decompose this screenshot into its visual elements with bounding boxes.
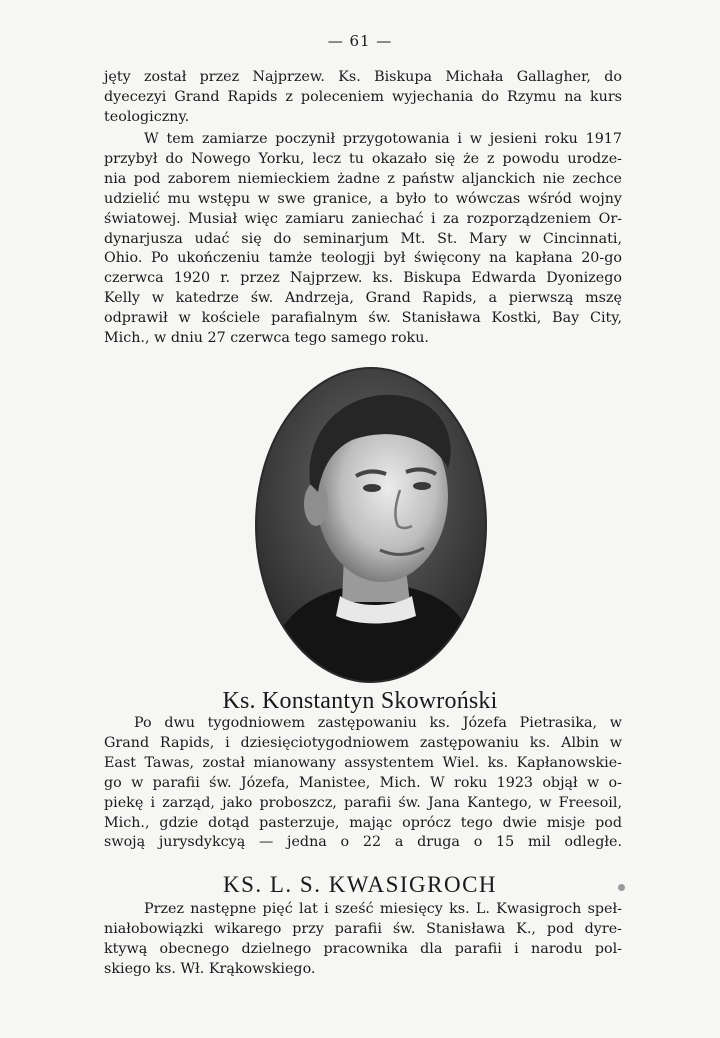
text-line: swoją jurysdykcyą — jedna o 22 a druga o 15 mil odległe. [104, 834, 622, 851]
section-heading-skowronski: Ks. Konstantyn Skowroński [222, 688, 498, 714]
text-line: czerwca 1920 r. przez Najprzew. ks. Biskupa Edwarda Dyonizego [104, 270, 622, 287]
text-line: odprawił w kościele parafialnym św. Stanisława Kostki, Bay City, [104, 310, 622, 327]
text-line: skiego ks. Wł. Krąkowskiego. [104, 960, 316, 977]
paragraph-skowronski [104, 714, 622, 853]
text-line: światowej. Musiał więc zamiaru zaniechać i za rozporządzeniem Or- [104, 210, 622, 227]
text-line: niałobowiązki wikarego przy parafii św. Stanisława K., pod dyre- [104, 920, 622, 937]
portrait-photo [252, 364, 490, 686]
text-line: Po dwu tygodniowem zastępowaniu ks. Józefa Pietrasika, w [134, 715, 622, 731]
page-number: — 61 — [327, 32, 393, 50]
text-line: teologiczny. [104, 108, 190, 125]
paragraph-studies [104, 130, 622, 349]
paragraph-4 [104, 900, 622, 980]
text-line: Przez następne pięć lat i sześć miesięcy ks. L. Kwasigroch speł- [144, 901, 622, 917]
text-line: Ohio. Po ukończeniu tamże teologji był święcony na kapłana 20-go [104, 250, 622, 267]
text-line: jęty został przez Najprzew. Ks. Biskupa Michała Gallagher, do [104, 69, 622, 85]
text-line: nia pod zaborem niemieckiem żadne z państw aljanckich nie zechce [104, 170, 622, 187]
text-line: dyecezyi Grand Rapids z poleceniem wyjechania do Rzymu na kurs [104, 88, 622, 105]
text-line: East Tawas, został mianowany assystentem Wiel. ks. Kapłanowskie- [104, 754, 622, 771]
text-line: Mich., w dniu 27 czerwca tego samego roku. [104, 330, 429, 347]
text-line: Grand Rapids, i dziesięciotygodniowem zastępowaniu ks. Albin w [104, 734, 622, 751]
text-line: piekę i zarząd, jako proboszcz, parafii św. Jana Kantego, w Freesoil, [104, 794, 622, 811]
paragraph-3 [104, 714, 622, 853]
text-line: Mich., gdzie dotąd pasterzuje, mając oprócz tego dwie misje pod [104, 814, 622, 831]
text-line: go w parafii św. Józefa, Manistee, Mich. W roku 1923 objął w o- [104, 774, 622, 791]
section-heading-kwasigroch: KS. L. S. KWASIGROCH [222, 872, 498, 897]
ink-dot [618, 884, 625, 891]
paragraph-kwasigroch [104, 900, 622, 980]
text-line: Kelly w katedrze św. Andrzeja, Grand Rapids, a pierwszą mszę [104, 290, 622, 307]
paragraph-1 [104, 68, 622, 128]
text-line: W tem zamiarze poczynił przygotowania i w jesieni roku 1917 [144, 131, 622, 147]
text-line: dynarjusza udać się do seminarjum Mt. St. Mary w Cincinnati, [104, 230, 622, 247]
paragraph-2 [104, 130, 622, 349]
text-line: udzielić mu wstępu w swe granice, a było to wówczas wśród wojny [104, 190, 622, 207]
paragraph-continuation [104, 68, 622, 128]
text-line: przybył do Nowego Yorku, lecz tu okazało się że z powodu urodze- [104, 150, 622, 167]
text-line: ktywą obecnego dzielnego pracownika dla parafii i narodu pol- [104, 940, 622, 957]
